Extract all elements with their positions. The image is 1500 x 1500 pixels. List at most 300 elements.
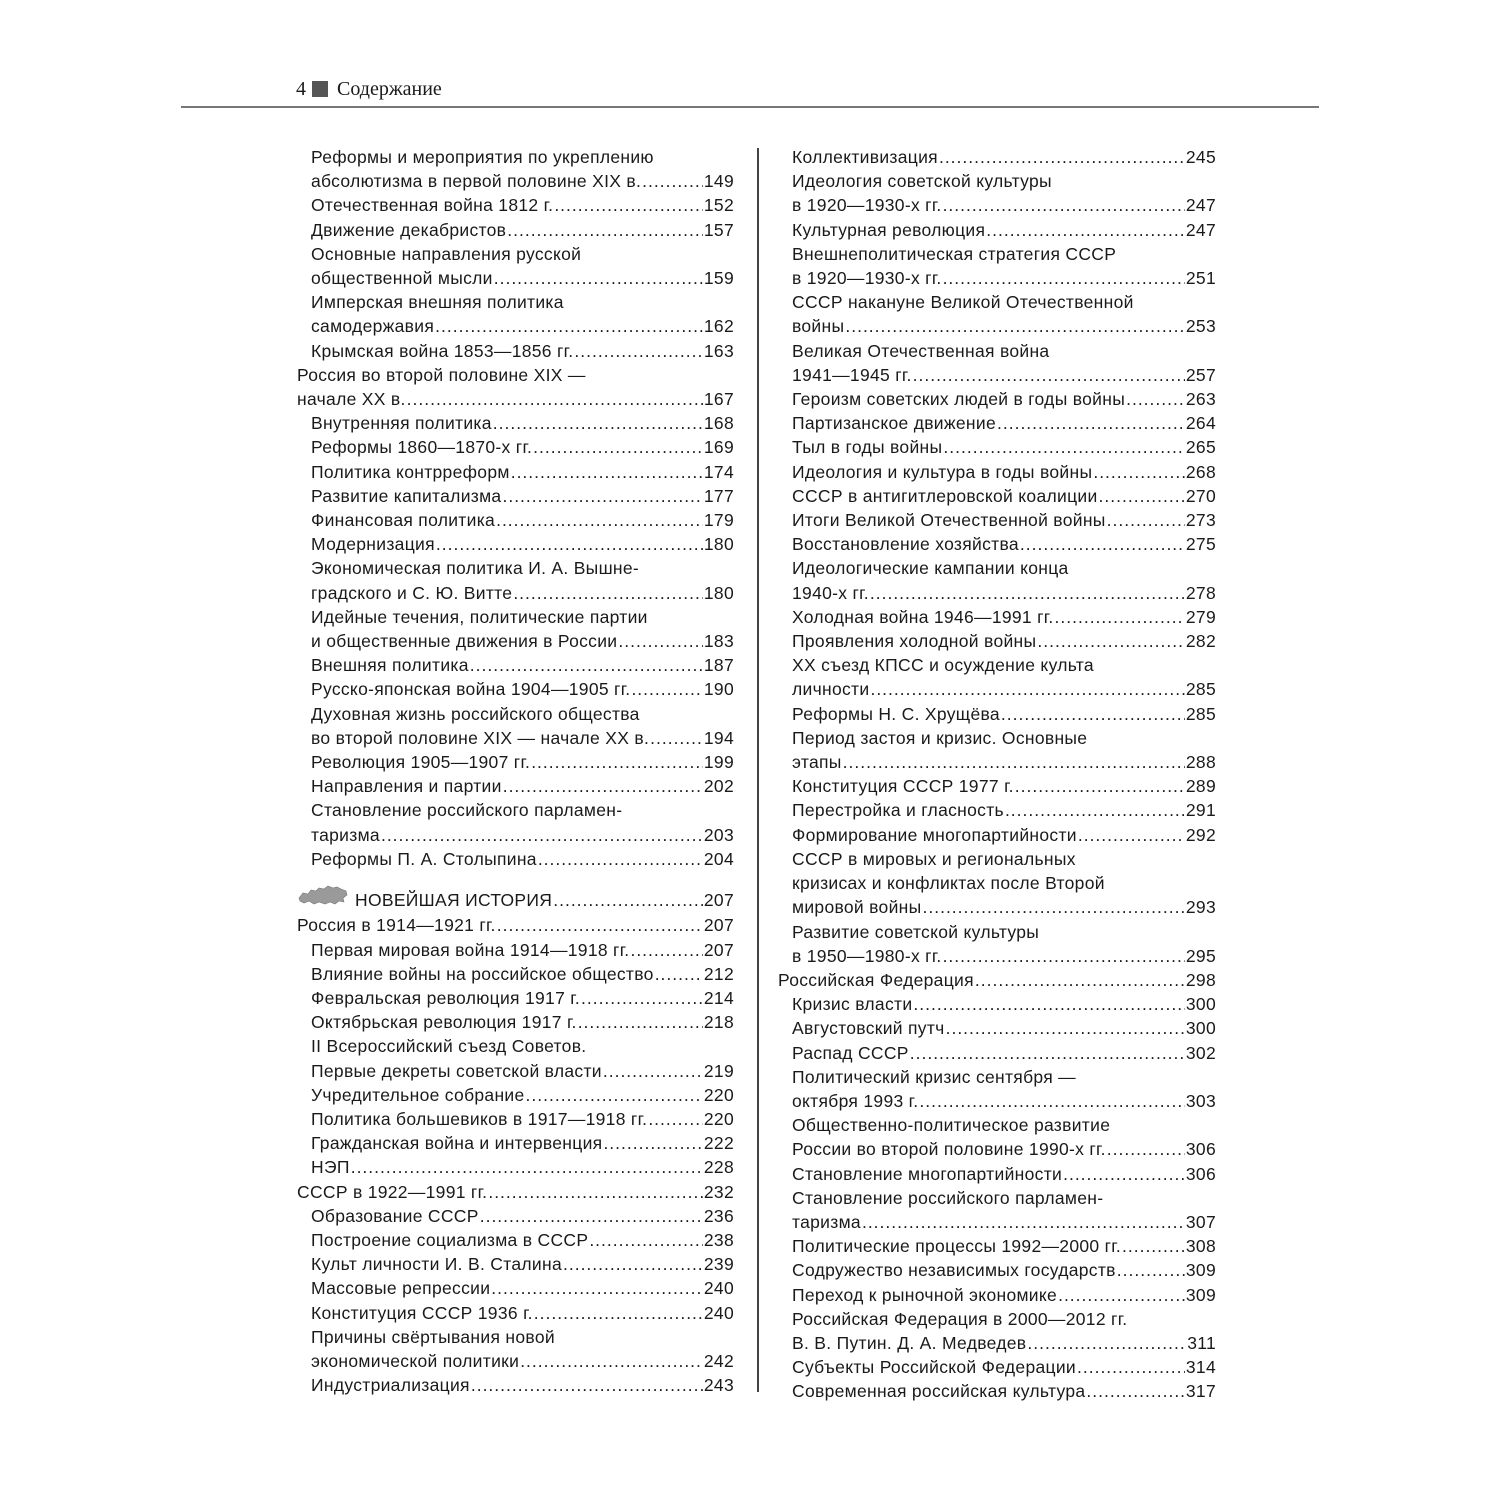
- toc-entry-text: войны: [792, 316, 845, 337]
- toc-page-number: 203: [703, 824, 734, 845]
- dot-leader: [650, 726, 703, 750]
- dot-leader: [862, 1210, 1185, 1234]
- toc-page-number: 220: [703, 1108, 734, 1129]
- toc-page-number: 212: [703, 963, 734, 984]
- toc-page-number: 285: [1185, 679, 1216, 700]
- dot-leader: [574, 339, 703, 363]
- toc-page-number: 236: [703, 1205, 734, 1226]
- toc-entry[interactable]: [297, 218, 734, 242]
- toc-entry-text: Реформы П. А. Столыпина: [311, 848, 537, 869]
- toc-page-number: 159: [703, 268, 734, 289]
- toc-entry-text: Влияние войны на российское общество: [311, 963, 654, 984]
- toc-entry[interactable]: [778, 1186, 1216, 1234]
- toc-page-number: 303: [1185, 1090, 1216, 1111]
- toc-entry[interactable]: [297, 847, 734, 871]
- toc-entry-text: таризма: [792, 1211, 861, 1232]
- toc-page-number: 251: [1185, 268, 1216, 289]
- toc-entry-text: Образование СССР: [311, 1205, 479, 1226]
- toc-entry-text: Великая Отечественная война: [792, 340, 1050, 361]
- toc-entry-text: Политические процессы 1992—2000 гг.: [792, 1236, 1121, 1257]
- toc-entry-text: кризисах и конфликтах после Второй: [792, 873, 1105, 894]
- toc-entry-text: Движение декабристов: [311, 219, 507, 240]
- toc-entry-text: СССР в 1922—1991 гг.: [297, 1181, 488, 1202]
- toc-page-number: 240: [703, 1302, 734, 1323]
- dot-leader: [648, 1107, 703, 1131]
- toc-entry-text: Тыл в годы войны: [792, 437, 943, 458]
- dot-leader: [843, 750, 1185, 774]
- toc-page-number: 245: [1185, 147, 1216, 167]
- toc-entry[interactable]: [778, 726, 1216, 774]
- dot-leader: [436, 532, 703, 556]
- dot-leader: [946, 1016, 1185, 1040]
- toc-page-number: 163: [703, 340, 734, 361]
- toc-page-number: 278: [1185, 582, 1216, 603]
- toc-entry-text: Политический кризис сентября —: [792, 1066, 1076, 1087]
- toc-entry-text: Становление многопартийности: [792, 1163, 1063, 1184]
- toc-entry[interactable]: [297, 1276, 734, 1300]
- dot-leader: [589, 1228, 703, 1252]
- page-number: 4: [296, 78, 306, 100]
- toc-entry[interactable]: [297, 532, 734, 556]
- toc-entry[interactable]: [778, 1016, 1216, 1040]
- toc-entry-text: Формирование многопартийности: [792, 824, 1077, 845]
- dot-leader: [1005, 798, 1185, 822]
- toc-entry-text: Модернизация: [311, 534, 435, 555]
- toc-entry-text: этапы: [792, 752, 842, 773]
- toc-page-number: 199: [703, 752, 734, 773]
- dot-leader: [642, 169, 703, 193]
- toc-entry[interactable]: [778, 411, 1216, 435]
- toc-entry[interactable]: [778, 484, 1216, 508]
- toc-entry[interactable]: [297, 986, 734, 1010]
- toc-entry[interactable]: [778, 460, 1216, 484]
- toc-entry-text: России во второй половине 1990-х гг.: [792, 1139, 1106, 1160]
- toc-page-number: 194: [703, 727, 734, 748]
- dot-leader: [497, 913, 703, 937]
- toc-page-number: 311: [1187, 1332, 1216, 1353]
- toc-entry[interactable]: [778, 605, 1216, 629]
- toc-entry[interactable]: [297, 702, 734, 750]
- toc-entry-text: Перестройка и гласность: [792, 800, 1004, 821]
- dot-leader: [1001, 702, 1185, 726]
- toc-entry-text: Конституция СССР 1977 г.: [792, 776, 1014, 797]
- dot-leader: [913, 992, 1184, 1016]
- dot-leader: [1126, 387, 1185, 411]
- toc-chapter[interactable]: [778, 968, 1216, 992]
- toc-page-number: 270: [1185, 485, 1216, 506]
- toc-right-column: [778, 145, 1216, 1404]
- toc-entry-text: Гражданская война и интервенция: [311, 1133, 603, 1154]
- toc-entry[interactable]: [297, 435, 734, 459]
- toc-page-number: 298: [1185, 969, 1216, 990]
- toc-entry[interactable]: [297, 290, 734, 338]
- toc-entry-text: 1940-х гг.: [792, 582, 869, 603]
- toc-page-number: 288: [1185, 752, 1216, 773]
- dot-leader: [1086, 1379, 1185, 1403]
- toc-entry[interactable]: [778, 508, 1216, 532]
- toc-entry[interactable]: [297, 798, 734, 846]
- toc-entry-text: Февральская революция 1917 г.: [311, 987, 580, 1008]
- toc-page-number: 180: [703, 534, 734, 555]
- toc-page-number: 309: [1185, 1260, 1216, 1281]
- dot-leader: [997, 411, 1185, 435]
- toc-entry[interactable]: [778, 556, 1216, 604]
- toc-entry-text: Учредительное собрание: [311, 1084, 525, 1105]
- dot-leader: [923, 895, 1185, 919]
- toc-page-number: 218: [703, 1012, 734, 1033]
- toc-entry-text: СССР в антигитлеровской коалиции: [792, 485, 1098, 506]
- toc-entry-text: Героизм советских людей в годы войны: [792, 389, 1126, 410]
- toc-entry-text: Восстановление хозяйства: [792, 534, 1019, 555]
- dot-leader: [513, 581, 703, 605]
- dot-leader: [630, 938, 702, 962]
- toc-entry[interactable]: [778, 1234, 1216, 1258]
- toc-page-number: 174: [703, 461, 734, 482]
- toc-chapter[interactable]: [297, 913, 734, 937]
- toc-entry[interactable]: [778, 847, 1216, 920]
- toc-page-number: 180: [703, 582, 734, 603]
- dot-leader: [1077, 1355, 1185, 1379]
- dot-leader: [943, 193, 1185, 217]
- toc-entry[interactable]: [297, 677, 734, 701]
- toc-entry[interactable]: [297, 242, 734, 290]
- toc-entry-text: Холодная война 1946—1991 гг.: [792, 606, 1054, 627]
- dot-leader: [618, 629, 703, 653]
- toc-page-number: 273: [1185, 510, 1216, 531]
- toc-page-number: 307: [1185, 1211, 1216, 1232]
- toc-entry-text: Партизанское движение: [792, 413, 996, 434]
- toc-entry[interactable]: [778, 435, 1216, 459]
- toc-entry[interactable]: [297, 1373, 734, 1397]
- toc-entry[interactable]: [778, 798, 1216, 822]
- dot-leader: [910, 1041, 1185, 1065]
- dot-leader: [351, 1155, 703, 1179]
- dot-leader: [1099, 484, 1185, 508]
- toc-entry-text: В. В. Путин. Д. А. Медведев: [792, 1332, 1027, 1353]
- dot-leader: [480, 1204, 703, 1228]
- toc-entry[interactable]: [778, 1113, 1216, 1161]
- column-divider: [757, 148, 759, 1392]
- toc-entry[interactable]: [778, 218, 1216, 242]
- toc-entry-text: Содружество независимых государств: [792, 1260, 1116, 1281]
- toc-chapter[interactable]: [297, 363, 734, 411]
- toc-entry[interactable]: [778, 1283, 1216, 1307]
- toc-entry-text: XX съезд КПСС и осуждение культа: [792, 655, 1094, 676]
- toc-page-number: 177: [703, 485, 734, 506]
- dot-leader: [943, 266, 1185, 290]
- header-square-icon: [312, 81, 328, 97]
- toc-entry-text: Распад СССР: [792, 1042, 909, 1063]
- dot-leader: [511, 460, 703, 484]
- toc-page-number: 265: [1185, 437, 1216, 458]
- toc-entry[interactable]: [778, 920, 1216, 968]
- dot-leader: [491, 1276, 703, 1300]
- dot-leader: [533, 435, 703, 459]
- toc-page-number: 289: [1185, 776, 1216, 797]
- toc-entry-text: Итоги Великой Отечественной войны: [792, 510, 1106, 531]
- toc-entry-text: и общественные движения в России: [311, 631, 618, 652]
- toc-entry[interactable]: [297, 962, 734, 986]
- toc-entry[interactable]: [297, 653, 734, 677]
- dot-leader: [1122, 1234, 1185, 1258]
- toc-entry-text: Имперская внешняя политика: [311, 292, 564, 313]
- toc-page-number: 207: [703, 939, 734, 960]
- dot-leader: [381, 823, 703, 847]
- toc-entry[interactable]: [297, 750, 734, 774]
- toc-entry[interactable]: [297, 460, 734, 484]
- dot-leader: [496, 508, 703, 532]
- toc-entry-text: Внутренняя политика: [311, 413, 492, 434]
- toc-entry[interactable]: [778, 242, 1216, 290]
- toc-entry[interactable]: [297, 1010, 734, 1034]
- toc-entry[interactable]: [297, 1034, 734, 1082]
- toc-entry-text: Культурная революция: [792, 219, 986, 240]
- toc-entry-text: октября 1993 г.: [792, 1090, 919, 1111]
- toc-page-number: 317: [1185, 1381, 1216, 1402]
- toc-entry-text: Развитие советской культуры: [792, 921, 1040, 942]
- dot-leader: [554, 193, 703, 217]
- dot-leader: [493, 411, 703, 435]
- toc-entry[interactable]: [778, 823, 1216, 847]
- dot-leader: [503, 774, 703, 798]
- dot-leader: [538, 847, 703, 871]
- toc-page-number: 268: [1185, 461, 1216, 482]
- toc-entry-text: Внешняя политика: [311, 655, 469, 676]
- toc-page-number: 306: [1185, 1139, 1216, 1160]
- toc-chapter[interactable]: [297, 1180, 734, 1204]
- toc-entry-text: Первая мировая война 1914—1918 гг.: [311, 939, 630, 960]
- toc-section-heading[interactable]: [297, 884, 734, 912]
- toc-entry[interactable]: [297, 1301, 734, 1325]
- toc-entry[interactable]: [297, 339, 734, 363]
- toc-entry-text: экономической политики: [311, 1350, 520, 1371]
- toc-entry[interactable]: [778, 774, 1216, 798]
- dot-leader: [1107, 1137, 1185, 1161]
- toc-entry[interactable]: [778, 1307, 1216, 1355]
- toc-entry-text: Первые декреты советской власти: [311, 1060, 602, 1081]
- toc-entry[interactable]: [297, 774, 734, 798]
- toc-page-number: 219: [703, 1060, 734, 1081]
- toc-entry-text: общественной мысли: [311, 268, 493, 289]
- toc-entry-text: Идейные течения, политические партии: [311, 606, 648, 627]
- toc-entry[interactable]: [297, 145, 734, 193]
- russia-map-icon: [297, 884, 349, 906]
- toc-page-number: 220: [703, 1084, 734, 1105]
- toc-entry[interactable]: [297, 1083, 734, 1107]
- toc-entry[interactable]: [297, 1325, 734, 1373]
- toc-page-number: 263: [1185, 389, 1216, 410]
- page-header: [296, 76, 442, 102]
- toc-page-number: 309: [1185, 1284, 1216, 1305]
- dot-leader: [502, 484, 702, 508]
- dot-leader: [435, 314, 703, 338]
- toc-entry-text: Направления и партии: [311, 776, 502, 797]
- toc-entry[interactable]: [778, 1041, 1216, 1065]
- dot-leader: [407, 387, 703, 411]
- dot-leader: [494, 266, 703, 290]
- toc-page-number: 157: [703, 219, 734, 240]
- toc-entry[interactable]: [778, 992, 1216, 1016]
- toc-entry[interactable]: [778, 1258, 1216, 1282]
- toc-page-number: 207: [703, 890, 734, 911]
- toc-entry[interactable]: [778, 1162, 1216, 1186]
- dot-leader: [1027, 1331, 1186, 1355]
- toc-entry[interactable]: [297, 484, 734, 508]
- toc-entry-text: Субъекты Российской Федерации: [792, 1357, 1076, 1378]
- toc-entry-text: Становление российского парламен-: [311, 800, 623, 821]
- toc-page-number: 306: [1185, 1163, 1216, 1184]
- toc-entry-text: Россия во второй половине XIX —: [297, 364, 586, 385]
- toc-entry[interactable]: [778, 145, 1216, 169]
- toc-entry-text: Крымская война 1853—1856 гг.: [311, 340, 574, 361]
- toc-entry[interactable]: [297, 556, 734, 604]
- toc-entry-text: абсолютизма в первой половине XIX в.: [311, 171, 642, 192]
- toc-entry[interactable]: [778, 1065, 1216, 1113]
- dot-leader: [943, 944, 1185, 968]
- dot-leader: [1107, 508, 1185, 532]
- toc-entry[interactable]: [297, 411, 734, 435]
- toc-entry[interactable]: [297, 508, 734, 532]
- dot-leader: [943, 435, 1185, 459]
- toc-page-number: 243: [703, 1375, 734, 1396]
- toc-entry-text: Финансовая политика: [311, 510, 496, 531]
- toc-entry[interactable]: [778, 1379, 1216, 1403]
- toc-entry-text: личности: [792, 679, 870, 700]
- toc-entry[interactable]: [778, 629, 1216, 653]
- toc-page-number: 247: [1185, 219, 1216, 240]
- toc-entry-text: Кризис власти: [792, 994, 913, 1015]
- toc-page-number: 190: [703, 679, 734, 700]
- toc-entry[interactable]: [778, 653, 1216, 701]
- toc-entry-text: Переход к рыночной экономике: [792, 1284, 1058, 1305]
- toc-entry-text: в 1920—1930-х гг.: [792, 268, 942, 289]
- toc-entry-text: во второй половине XIX — начале XX в.: [311, 727, 650, 748]
- toc-entry-text: Культ личности И. В. Сталина: [311, 1254, 562, 1275]
- toc-page-number: 242: [703, 1350, 734, 1371]
- toc-entry-text: Октябрьская революция 1917 г.: [311, 1012, 577, 1033]
- toc-page-number: 228: [703, 1157, 734, 1178]
- toc-entry-text: Внешнеполитическая стратегия СССР: [792, 243, 1117, 264]
- toc-page-number: 162: [703, 316, 734, 337]
- dot-leader: [1058, 1283, 1185, 1307]
- toc-entry-text: Коллективизация: [792, 147, 938, 167]
- toc-page-number: 275: [1185, 534, 1216, 555]
- toc-page-number: 291: [1185, 800, 1216, 821]
- dot-leader: [870, 677, 1184, 701]
- toc-entry-text: Реформы Н. С. Хрущёва: [792, 703, 1000, 724]
- dot-leader: [1093, 460, 1185, 484]
- dot-leader: [488, 1180, 703, 1204]
- toc-page-number: 302: [1185, 1042, 1216, 1063]
- toc-entry[interactable]: [297, 1155, 734, 1179]
- toc-page-number: 202: [703, 776, 734, 797]
- toc-entry-text: Современная российская культура: [792, 1381, 1086, 1402]
- header-rule: [181, 106, 1319, 108]
- toc-page-number: 232: [703, 1181, 734, 1202]
- toc-entry[interactable]: [297, 938, 734, 962]
- dot-leader: [603, 1131, 702, 1155]
- toc-entry[interactable]: [778, 387, 1216, 411]
- toc-entry[interactable]: [778, 290, 1216, 338]
- dot-leader: [520, 1349, 703, 1373]
- toc-entry-text: Причины свёртывания новой: [311, 1326, 555, 1347]
- toc-page-number: 308: [1185, 1236, 1216, 1257]
- toc-entry-text: в 1950—1980-х гг.: [792, 945, 942, 966]
- toc-page-number: 314: [1185, 1357, 1216, 1378]
- toc-entry-text: градского и С. Ю. Витте: [311, 582, 513, 603]
- dot-leader: [534, 1301, 703, 1325]
- toc-entry-text: Общественно-политическое развитие: [792, 1115, 1111, 1136]
- toc-entry-text: СССР в мировых и региональных: [792, 848, 1076, 869]
- toc-page-number: 257: [1185, 364, 1216, 385]
- toc-page-number: 207: [703, 915, 734, 936]
- toc-page-number: 293: [1185, 897, 1216, 918]
- toc-entry-text: Российская Федерация: [778, 969, 974, 990]
- toc-entry[interactable]: [778, 169, 1216, 217]
- dot-leader: [563, 1252, 703, 1276]
- dot-leader: [913, 363, 1185, 387]
- toc-entry-text: Проявления холодной войны: [792, 631, 1037, 652]
- toc-entry-text: в 1920—1930-х гг.: [792, 195, 942, 216]
- toc-entry-text: Идеология и культура в годы войны: [792, 461, 1093, 482]
- toc-entry-text: Конституция СССР 1936 г.: [311, 1302, 533, 1323]
- dot-leader: [603, 1059, 703, 1083]
- toc-entry[interactable]: [297, 1252, 734, 1276]
- toc-entry[interactable]: [297, 1204, 734, 1228]
- toc-page-number: 152: [703, 195, 734, 216]
- toc-page-number: 168: [703, 413, 734, 434]
- toc-page-number: 300: [1185, 1018, 1216, 1039]
- toc-page-number: 204: [703, 848, 734, 869]
- toc-entry-text: Реформы и мероприятия по укреплению: [311, 147, 654, 167]
- toc-entry-text: Период застоя и кризис. Основные: [792, 727, 1088, 748]
- toc-entry-text: начале XX в.: [297, 389, 406, 410]
- toc-entry[interactable]: [297, 605, 734, 653]
- toc-page-number: 285: [1185, 703, 1216, 724]
- toc-entry-text: Массовые репрессии: [311, 1278, 491, 1299]
- toc-entry[interactable]: [778, 702, 1216, 726]
- toc-page-number: 282: [1185, 631, 1216, 652]
- toc-entry[interactable]: [297, 1131, 734, 1155]
- toc-entry-text: Отечественная война 1812 г.: [311, 195, 554, 216]
- dot-leader: [655, 962, 703, 986]
- toc-entry-text: Реформы 1860—1870-х гг.: [311, 437, 533, 458]
- toc-entry-text: II Всероссийский съезд Советов.: [311, 1036, 587, 1057]
- toc-entry-text: Развитие капитализма: [311, 485, 502, 506]
- dot-leader: [1117, 1258, 1185, 1282]
- toc-entry[interactable]: [297, 1228, 734, 1252]
- dot-leader: [631, 677, 702, 701]
- toc-page-number: 240: [703, 1278, 734, 1299]
- toc-entry-text: таризма: [311, 824, 380, 845]
- dot-leader: [1078, 823, 1185, 847]
- toc-entry-text: Революция 1905—1907 гг.: [311, 752, 531, 773]
- dot-leader: [1020, 532, 1185, 556]
- toc-page-number: 247: [1185, 195, 1216, 216]
- toc-entry[interactable]: [297, 193, 734, 217]
- toc-page-number: 214: [703, 987, 734, 1008]
- toc-page-number: 238: [703, 1229, 734, 1250]
- dot-leader: [578, 1010, 703, 1034]
- toc-entry[interactable]: [297, 1107, 734, 1131]
- toc-entry[interactable]: [778, 1355, 1216, 1379]
- toc-entry[interactable]: [778, 339, 1216, 387]
- toc-page-number: 253: [1185, 316, 1216, 337]
- toc-page-number: 279: [1185, 606, 1216, 627]
- toc-entry[interactable]: [778, 532, 1216, 556]
- dot-leader: [470, 653, 703, 677]
- toc-entry-text: Российская Федерация в 2000—2012 гг.: [792, 1308, 1128, 1329]
